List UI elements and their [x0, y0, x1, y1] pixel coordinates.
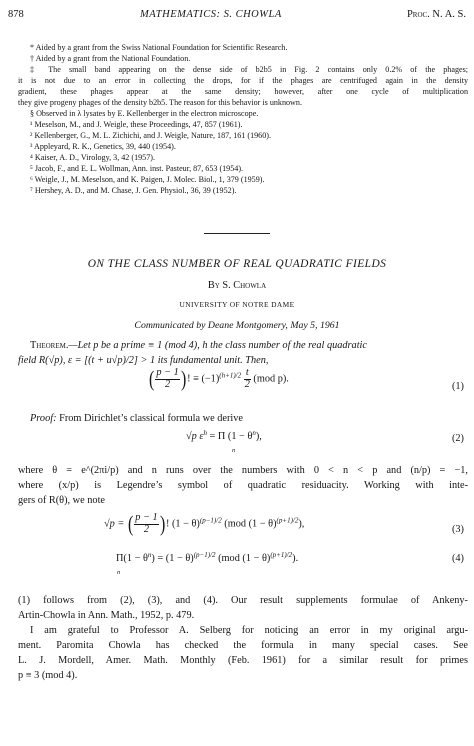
- equation-4-number: (4): [451, 553, 464, 564]
- where-line-1: where θ = e^(2πi/p) and n runs over the numbers with 0 < n < p and (n/p) = −1,: [18, 465, 468, 476]
- equation-4-product-index: n: [117, 569, 121, 576]
- acknowledgement-line-3: L. J. Mordell, Amer. Math. Monthly (Feb. 1961) for a similar result for primes: [18, 655, 468, 666]
- equation-4: $\Pi(1 - \theta^n) = (1 - \theta)^{(p-1)/2}$ (mod $(1 - \theta)^{(p+1)/2}$).: [116, 551, 299, 564]
- reference-6: ⁶ Weigle, J., M. Meselson, and K. Paigen, J. Molec. Biol., 1, 379 (1959).: [30, 175, 265, 184]
- reference-5: ⁵ Jacob, F., and E. L. Wollman, Ann. inst. Pasteur, 87, 653 (1954).: [30, 164, 244, 173]
- theorem-line-1: [30, 339, 367, 352]
- proof-label: Proof:: [30, 413, 57, 424]
- reference-2: ² Kellenberger, G., M. L. Zichichi, and J. Weigle, Nature, 187, 161 (1960).: [30, 131, 271, 140]
- equation-2: √p $\varepsilon^h = \Pi$ $(1 - \theta^n)$,: [186, 429, 262, 442]
- acknowledgement-line-4: p ≡ 3 (mod 4).: [18, 670, 78, 681]
- equation-1-number: (1): [451, 381, 464, 392]
- reference-3: ³ Appleyard, R. K., Genetics, 39, 440 (1954).: [30, 142, 176, 151]
- equation-3: √p = ( $\frac{p - 1}{2}$ )! $(1 - \theta)^{(p-1)/2}$ (mod $(1 - \theta)^{(p+1)/2}$),: [104, 511, 305, 537]
- theorem-line-2: field R(√p), ε = [(t + u√p)/2] > 1 its fundamental unit. Then,: [18, 355, 269, 366]
- footnote-2: † Aided by a grant from the National Foundation.: [30, 54, 191, 63]
- running-title: MATHEMATICS: S. CHOWLA: [140, 9, 282, 20]
- theorem-text-1: —Let p be a prime ≡ 1 (mod 4), h the class number of the real quadratic: [68, 340, 367, 351]
- footnote-3-cont-2: gradient, these phages appear at the same density; however, after one cycle of multiplication: [18, 87, 468, 96]
- conclusion-line-2: Artin-Chowla in Ann. Math., 1952, p. 479.: [18, 610, 195, 621]
- where-line-2: where (x/p) is Legendre’s symbol of quadratic residuacity. Working with inte-: [18, 480, 468, 491]
- article-title: ON THE CLASS NUMBER OF REAL QUADRATIC FIELDS: [87, 258, 387, 270]
- equation-2-number: (2): [451, 433, 464, 444]
- equation-2-product-index: n: [232, 447, 236, 454]
- footnote-1: * Aided by a grant from the Swiss National Foundation for Scientific Research.: [30, 43, 288, 52]
- communicated-by: Communicated by Deane Montgomery, May 5, 1961: [134, 320, 340, 331]
- article-separator: [204, 233, 270, 234]
- where-line-3: gers of R(θ), we note: [18, 495, 105, 506]
- byline: By S. Chowla: [207, 280, 267, 291]
- affiliation: UNIVERSITY OF NOTRE DAME: [179, 300, 295, 309]
- theorem-label: Theorem.: [30, 340, 69, 351]
- conclusion-line-1: (1) follows from (2), (3), and (4). Our result supplements formulae of Ankeny-: [18, 595, 468, 606]
- page-number: 878: [8, 9, 24, 20]
- acknowledgement-line-2: ment. Paromita Chowla has checked the formula in many special cases. See: [18, 640, 468, 651]
- equation-3-number: (3): [451, 524, 464, 535]
- footnote-3: ‡ The small band appearing on the dense side of b2b5 in Fig. 2 contains only 0.2% of the phages;: [30, 65, 468, 74]
- reference-1: ¹ Meselson, M., and J. Weigle, these Proceedings, 47, 857 (1961).: [30, 120, 243, 129]
- acknowledgement-line-1: I am grateful to Professor A. Selberg for noticing an error in my original argu-: [30, 625, 468, 636]
- reference-4: ⁴ Kaiser, A. D., Virology, 3, 42 (1957).: [30, 153, 155, 162]
- equation-1: ( $\frac{p - 1}{2}$ )! ≡ $(-1)^{(h+1)/2}$ $\frac{t}{2}$ (mod p).: [149, 366, 289, 392]
- footnote-3-cont-3: they give progeny phages of the density b2b5. The reason for this behavior is unknown.: [18, 98, 302, 107]
- reference-7: ⁷ Hershey, A. D., and M. Chase, J. Gen. Physiol., 36, 39 (1952).: [30, 186, 237, 195]
- footnote-4: § Observed in λ lysates by E. Kellenberger in the electron microscope.: [30, 109, 259, 118]
- footnote-3-cont-1: it is not due to an error in collecting the drops, for if the phages are centrifuged again in the density: [18, 76, 468, 85]
- journal-name: Proc. N. A. S.: [406, 9, 466, 20]
- proof-intro: Proof: From Dirichlet’s classical formula we derive: [30, 413, 243, 424]
